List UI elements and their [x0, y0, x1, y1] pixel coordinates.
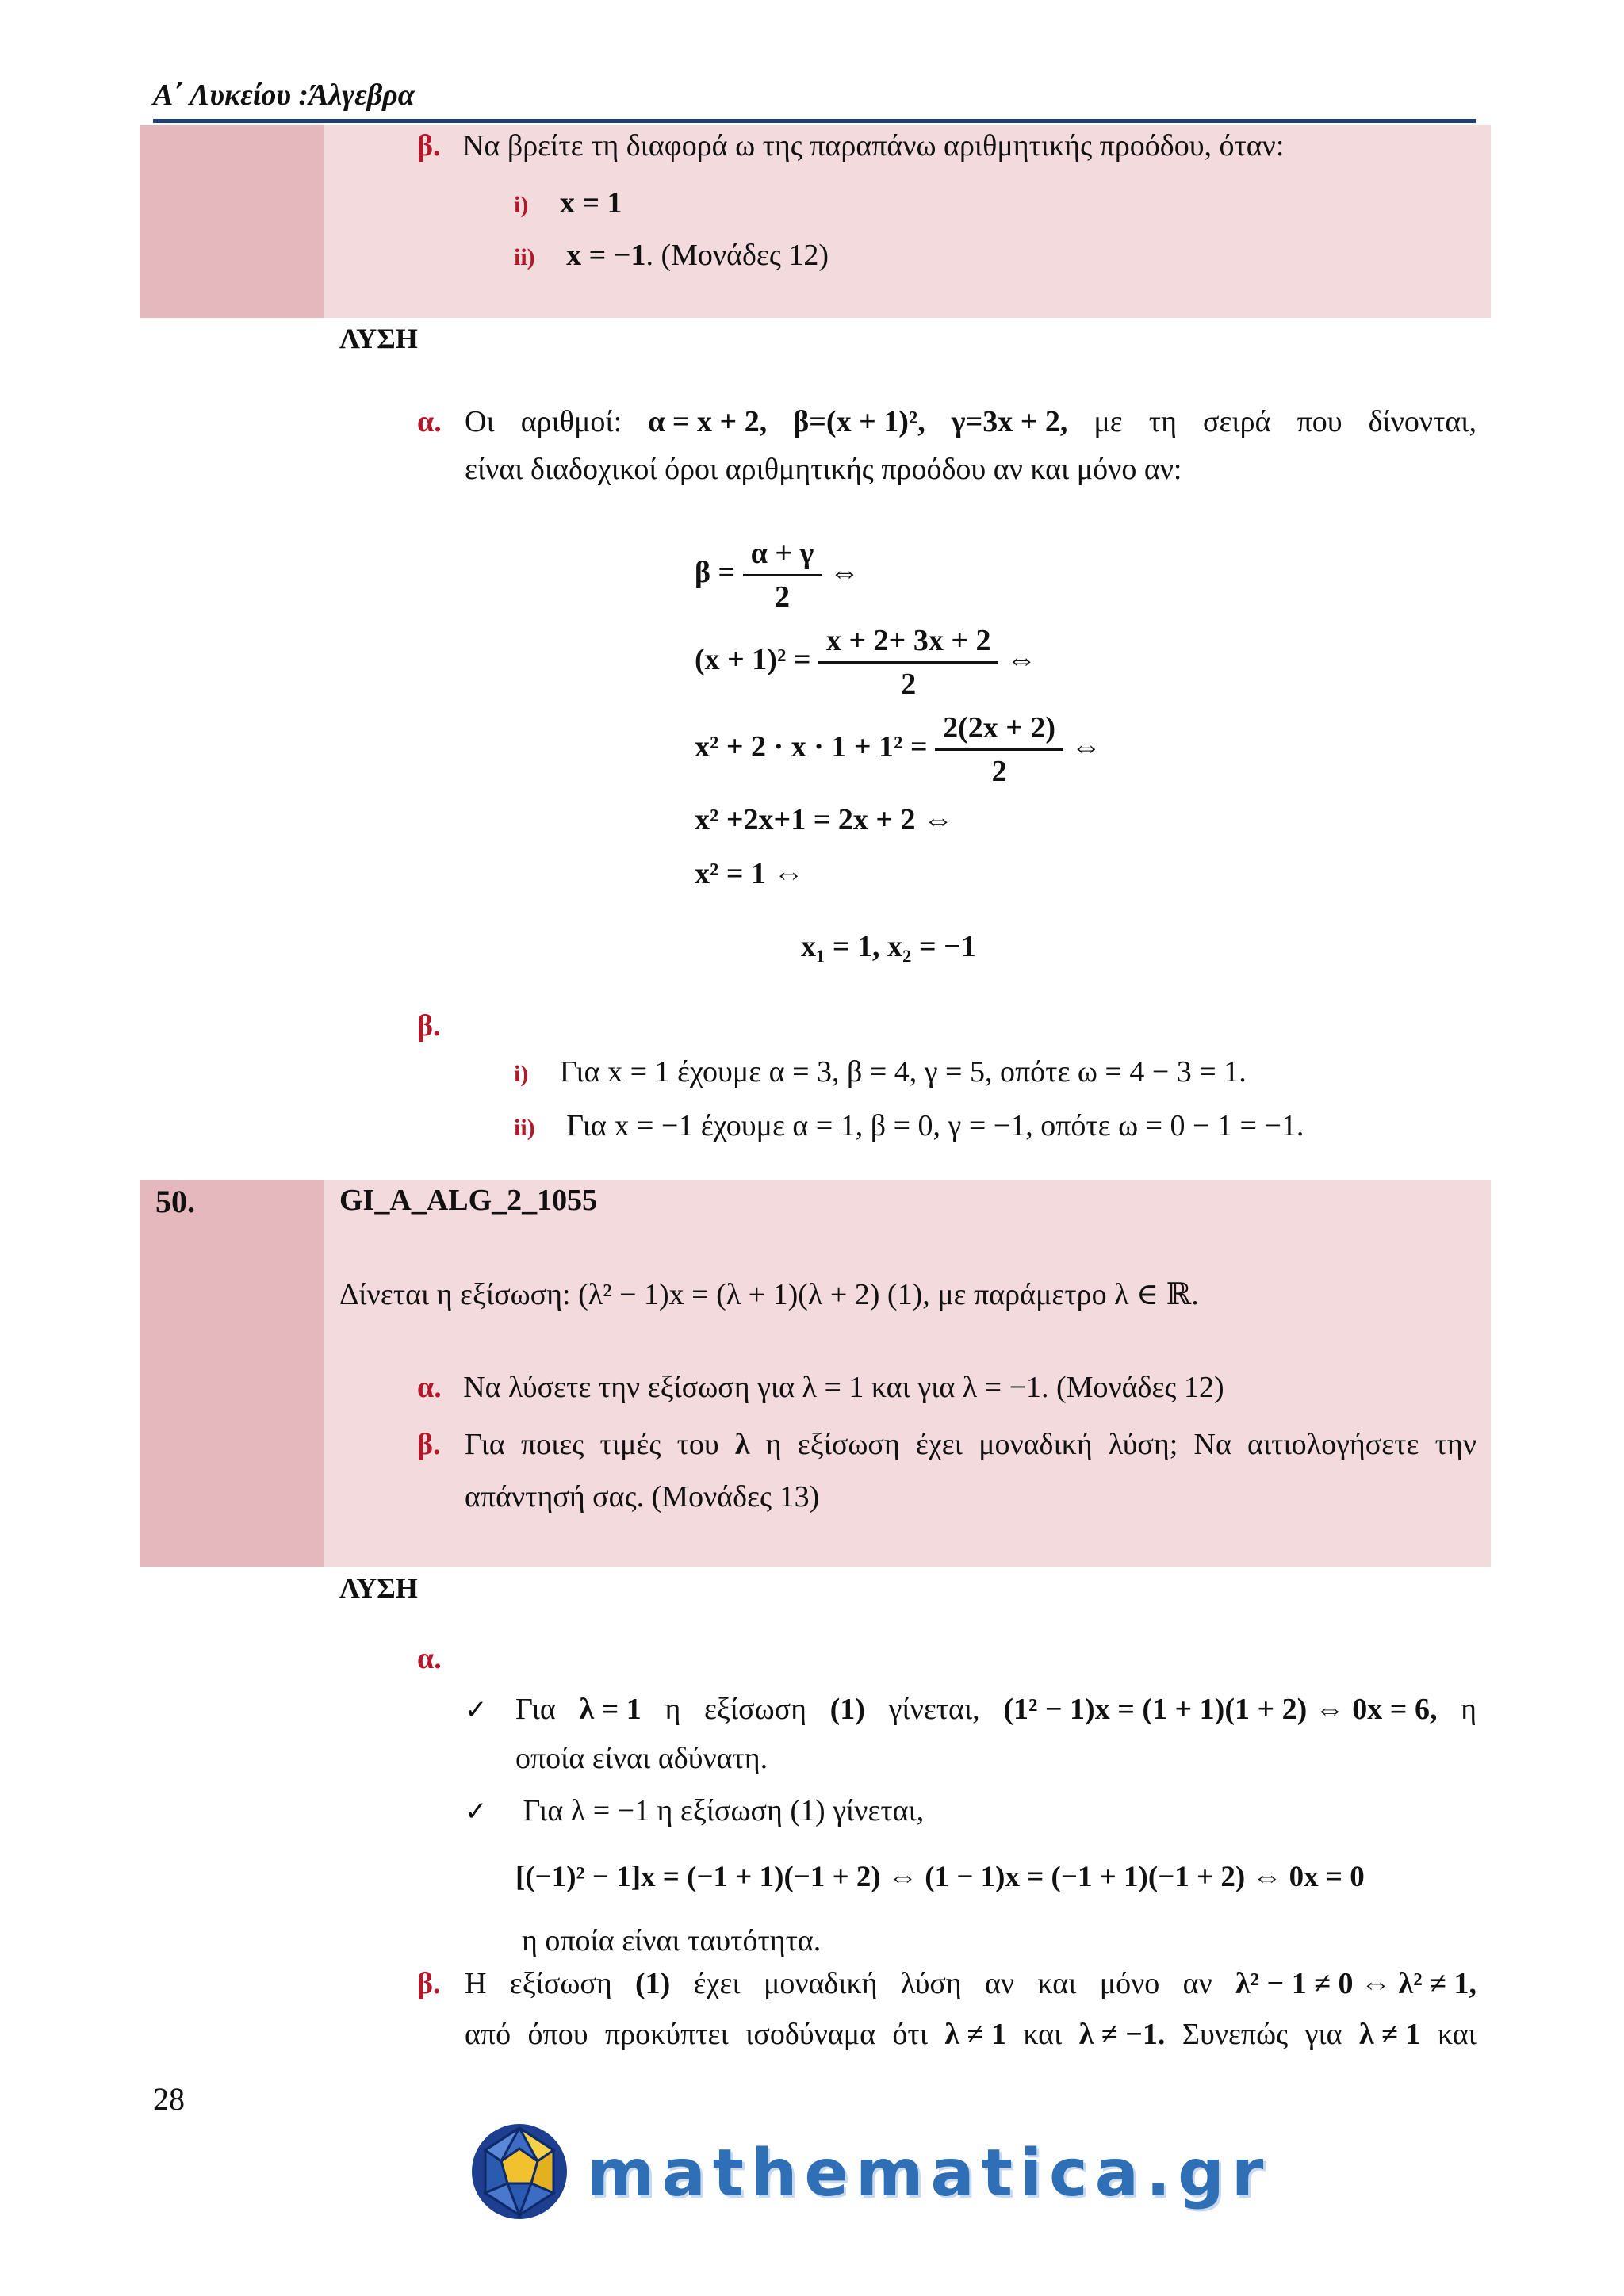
sol2-beta-line2	[465, 2017, 1477, 2052]
word: την	[1434, 1428, 1477, 1461]
math-gamma: γ=3x + 2,	[951, 405, 1068, 438]
prev-i-label: i)	[514, 192, 529, 218]
eq2-num: x + 2+ 3x + 2	[818, 623, 998, 664]
iff-symbol: ⇔	[829, 556, 860, 590]
word: η	[1461, 1693, 1477, 1726]
word: και	[1437, 2018, 1477, 2051]
word: και	[1023, 2018, 1063, 2051]
eq6: x₁ = 1, x₂ = −1	[801, 930, 976, 963]
math: λ ≠ −1.	[1078, 2018, 1166, 2051]
eq3-fraction	[935, 710, 1063, 789]
word: αν	[1182, 1967, 1212, 2000]
word: τη	[1148, 405, 1177, 438]
problem50-code: GI_A_ALG_2_1055	[339, 1184, 598, 1217]
sol1-bii-label: ii)	[514, 1115, 535, 1141]
sol1-bi-text: Για x = 1 έχουμε α = 3, β = 4, γ = 5, οπότε ω = 4 − 3 = 1.	[559, 1055, 1247, 1089]
prev-ii-math: x = −1	[566, 239, 646, 272]
check-icon: ✓	[465, 1694, 488, 1726]
word: Η	[465, 1967, 487, 2000]
eq1-num: α + γ	[743, 536, 822, 576]
math-lambda: λ	[734, 1428, 750, 1461]
sol2-beta-label: β.	[417, 1967, 441, 2000]
eq1-fraction	[743, 536, 822, 614]
word: σειρά	[1202, 405, 1271, 438]
word: έχει	[693, 1967, 741, 2000]
iff-symbol: ⇔	[1005, 643, 1036, 677]
word: ισοδύναμα	[745, 2018, 875, 2051]
sol1-alpha-line2: είναι διαδοχικοί όροι αριθμητικής προόδου αν και μόνο αν:	[465, 453, 1182, 486]
problem50-number: 50.	[155, 1184, 195, 1219]
sol1-beta-label: β.	[417, 1009, 441, 1043]
word: Για	[515, 1693, 556, 1726]
word: Οι	[465, 405, 495, 438]
p50-beta-label: β.	[417, 1428, 441, 1461]
word: λύση;	[1108, 1428, 1178, 1461]
p50-alpha-text: Να λύσετε την εξίσωση για λ = 1 και για λ = −1. (Μονάδες 12)	[463, 1371, 1224, 1404]
word: εξίσωση	[797, 1428, 900, 1461]
word: του	[676, 1428, 719, 1461]
prev-beta-label: β.	[417, 129, 441, 163]
prev-i-text: x = 1	[559, 186, 622, 220]
sol2-c1-line2: οποία είναι αδύνατη.	[515, 1742, 768, 1775]
header-title: Α΄ Λυκείου :Άλγεβρα	[153, 78, 415, 112]
logo-text: mathematica.gr	[587, 2136, 1271, 2211]
word: έχει	[915, 1428, 963, 1461]
math: λ ≠ 1	[1358, 2018, 1421, 2051]
problem50-beta	[417, 1427, 1477, 1514]
eq5: x² = 1 ⇔	[695, 857, 804, 890]
problem50-number-cell	[140, 1180, 324, 1567]
sol2-c2-equation: [(−1)² − 1]x = (−1 + 1)(−1 + 2) ⇔ (1 − 1)x = (−1 + 1)(−1 + 2) ⇔ 0x = 0	[515, 1861, 1365, 1893]
word: Συνεπώς	[1182, 2018, 1289, 2051]
math-beta: β=(x + 1)²,	[793, 405, 925, 438]
math: (1)	[635, 1967, 671, 2000]
solution1-heading: ΛΥΣΗ	[339, 323, 418, 354]
math: λ = 1	[579, 1693, 642, 1726]
word: η	[765, 1428, 782, 1461]
word: μόνο	[1099, 1967, 1160, 2000]
eq3-den: 2	[991, 755, 1007, 788]
sol2-check2	[465, 1793, 924, 1828]
word: με	[1094, 405, 1123, 438]
problem50-statement: Δίνεται η εξίσωση: (λ² − 1)x = (λ + 1)(λ + 2) (1), με παράμετρο λ ∈ ℝ.	[339, 1278, 1199, 1311]
solution2-heading: ΛΥΣΗ	[339, 1572, 418, 1604]
word: δίνονται,	[1368, 405, 1477, 438]
sol2-c2-line3: η οποία είναι ταυτότητα.	[522, 1924, 822, 1957]
eq1-left: β =	[695, 556, 736, 590]
word: αριθμοί:	[520, 405, 622, 438]
sol2-beta	[417, 1966, 1477, 2052]
eq3-num: 2(2x + 2)	[935, 710, 1063, 751]
polyhedron-icon	[468, 2120, 571, 2223]
prev-ii-rest: . (Μονάδες 12)	[645, 239, 829, 272]
prev-problem-number-cell	[140, 125, 324, 318]
eq1	[695, 536, 860, 614]
p50-alpha-label: α.	[417, 1371, 442, 1404]
prev-beta-line	[417, 128, 1284, 163]
word: Για	[465, 1428, 505, 1461]
word: από	[465, 2018, 511, 2051]
word: εξίσωση	[509, 1967, 612, 2000]
word: ποιες	[520, 1428, 584, 1461]
word: ότι	[892, 2018, 928, 2051]
sol2-c2-line1: Για λ = −1 η εξίσωση (1) γίνεται,	[523, 1794, 925, 1827]
page-number: 28	[153, 2081, 185, 2117]
word: για	[1304, 2018, 1342, 2051]
sol2-alpha-label: α.	[417, 1642, 442, 1675]
prev-beta-text: Να βρείτε τη διαφορά ω της παραπάνω αριθμητικής προόδου, όταν:	[462, 129, 1285, 163]
word: αιτιολογήσετε	[1247, 1428, 1419, 1461]
word: Να	[1193, 1428, 1231, 1461]
p50-beta-line2: απάντησή σας. (Μονάδες 13)	[465, 1480, 820, 1513]
mathematica-logo	[468, 2117, 1271, 2228]
word: αν	[985, 1967, 1015, 2000]
math: (1² − 1)x = (1 + 1)(1 + 2) ⇔ 0x = 6,	[1003, 1693, 1438, 1726]
word: λύση	[900, 1967, 962, 2000]
word: η	[665, 1693, 681, 1726]
word: μοναδική	[979, 1428, 1093, 1461]
eq2	[695, 623, 1036, 702]
sol1-bi-line	[514, 1054, 1247, 1089]
eq2-fraction	[818, 623, 998, 702]
eq3-left: x² + 2 · x · 1 + 1² =	[695, 730, 928, 764]
prev-i-line	[514, 186, 622, 220]
math: (1)	[829, 1693, 865, 1726]
word: όπου	[527, 2018, 588, 2051]
word: και	[1037, 1967, 1077, 2000]
word: μοναδική	[763, 1967, 878, 2000]
word: προκύπτει	[604, 2018, 729, 2051]
eq3	[695, 710, 1101, 789]
word: γίνεται,	[888, 1693, 980, 1726]
check-icon: ✓	[465, 1796, 488, 1827]
iff-symbol: ⇔	[1071, 730, 1101, 764]
eq2-left: (x + 1)² =	[695, 643, 811, 677]
math-alpha: α = x + 2,	[648, 405, 768, 438]
prev-ii-line	[514, 238, 829, 273]
prev-ii-label: ii)	[514, 244, 535, 270]
eq4: x² +2x+1 = 2x + 2 ⇔	[695, 803, 954, 836]
problem50-alpha	[417, 1370, 1224, 1405]
math: λ ≠ 1	[944, 2018, 1006, 2051]
header-rule	[153, 119, 1476, 123]
sol1-bii-text: Για x = −1 έχουμε α = 1, β = 0, γ = −1, οπότε ω = 0 − 1 = −1.	[566, 1109, 1304, 1142]
solution1-alpha	[417, 404, 1477, 487]
eq1-den: 2	[775, 580, 790, 614]
word: τιμές	[599, 1428, 661, 1461]
sol2-check1	[465, 1692, 1477, 1776]
word: εξίσωση	[703, 1693, 806, 1726]
sol1-bi-label: i)	[514, 1061, 529, 1087]
math: λ² − 1 ≠ 0 ⇔ λ² ≠ 1,	[1235, 1967, 1477, 2000]
word: που	[1297, 405, 1342, 438]
sol1-bii-line	[514, 1108, 1304, 1143]
eq2-den: 2	[901, 668, 917, 701]
sol1-alpha-label: α.	[417, 405, 442, 438]
